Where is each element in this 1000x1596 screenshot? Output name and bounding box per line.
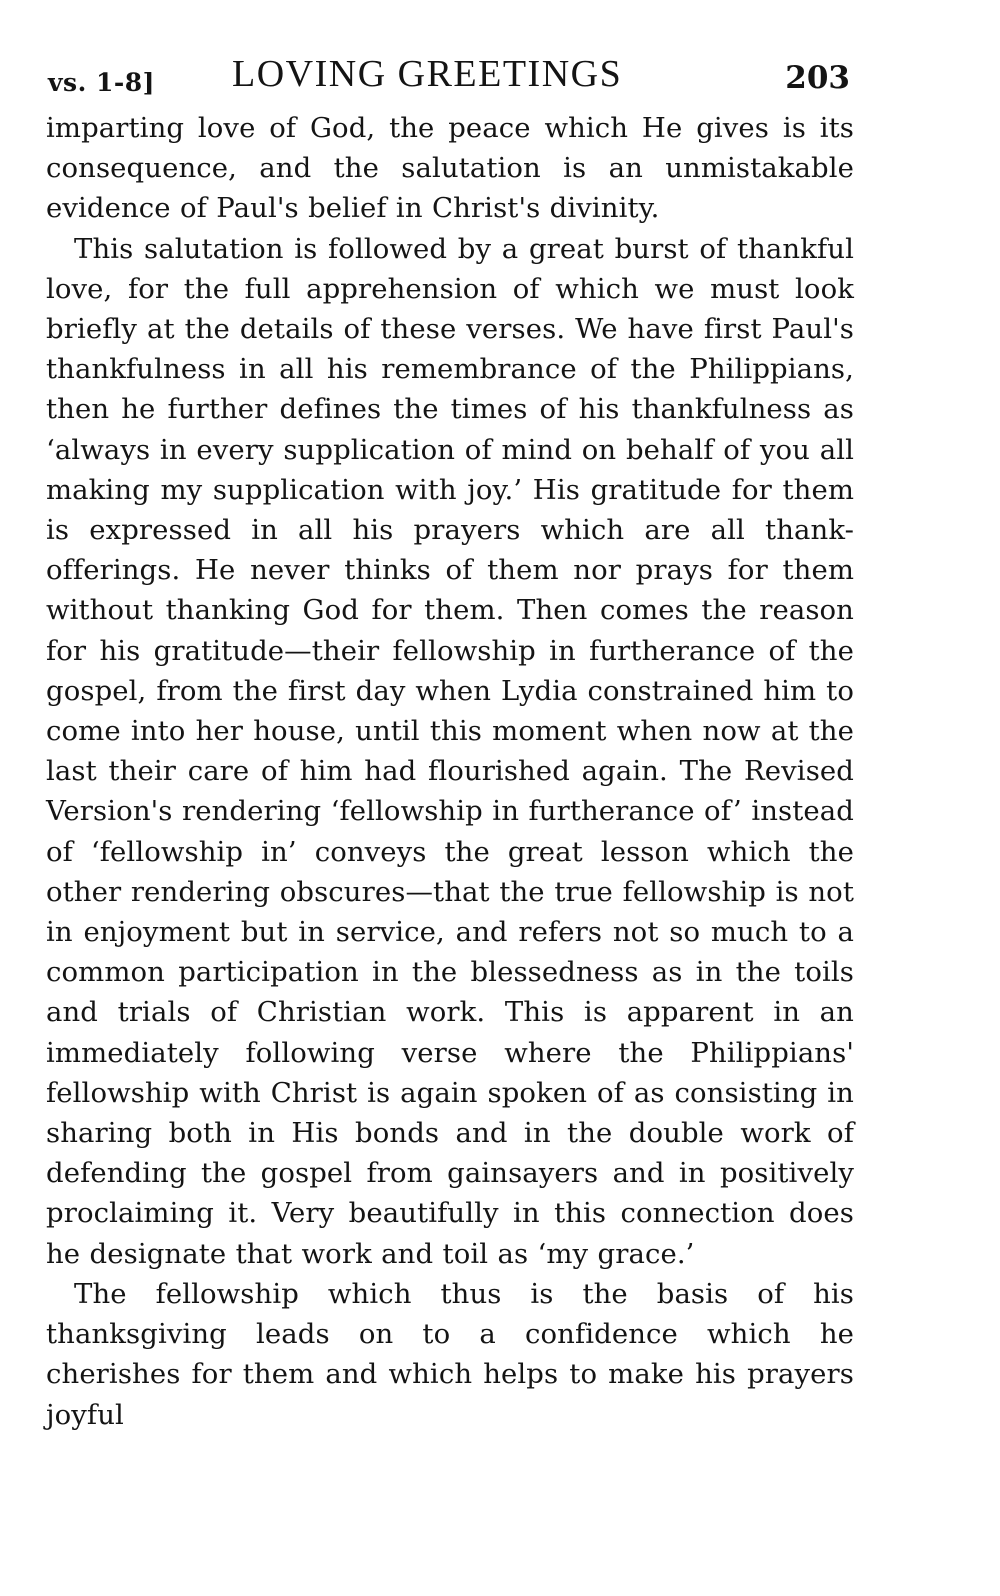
verse-reference: vs. 1-8] bbox=[48, 68, 156, 97]
page-number: 203 bbox=[785, 60, 850, 96]
body-text bbox=[46, 108, 854, 1435]
paragraph: imparting love of God, the peace which He gives is its consequence, and the salutation is an unmistakable evidence of Paul's belief in Christ's divinity. bbox=[46, 112, 854, 225]
chapter-title: LOVING GREETINGS bbox=[232, 53, 623, 95]
running-head bbox=[46, 52, 854, 104]
paragraph: This salutation is followed by a great burst of thankful love, for the full apprehension of which we must look briefly at the details of these verses. We have first Paul's thankfulness in all his remembrance of the Philippians, then he further defines the times of his thankfulness as ‘always in every supplication of mind on behalf of you all making my supplication with joy.’ His gratitude for them is expressed in all his prayers which are all thank-offerings. He never thinks of them nor prays for them without thanking God for them. Then comes the reason for his gratitude—their fellowship in furtherance of the gospel, from the first day when Lydia constrained him to come into her house, until this moment when now at the last their care of him had flourished again. The Revised Version's rendering ‘fellowship in furtherance of’ instead of ‘fellowship in’ conveys the great lesson which the other rendering obscures—that the true fellowship is not in enjoyment but in service, and refers not so much to a common participation in the blessedness as in the toils and trials of Christian work. This is apparent in an immediately following verse where the Philippians' fellowship with Christ is again spoken of as consisting in sharing both in His bonds and in the double work of defending the gospel from gainsayers and in positively proclaiming it. Very beautifully in this connection does he designate that work and toil as ‘my grace.’ bbox=[46, 232, 854, 1270]
paragraph: The fellowship which thus is the basis of his thanksgiving leads on to a confidence which he cherishes for them and which helps to make his prayers joyful bbox=[46, 1277, 854, 1431]
book-page bbox=[46, 52, 854, 1435]
